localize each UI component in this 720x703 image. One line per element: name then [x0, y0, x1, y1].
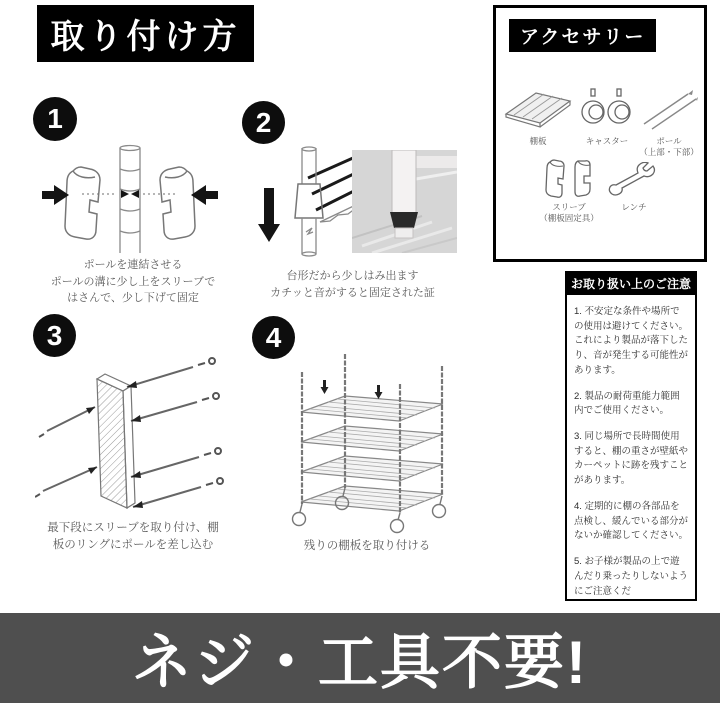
precautions-list: [567, 295, 695, 599]
step-1-number: 1: [33, 97, 77, 141]
precaution-item-4: 4. 定期的に棚の各部品を点検し、緩んでいる部分がないか確認してください。: [574, 500, 689, 542]
pole-icon: [642, 88, 698, 130]
step-3-caption: [22, 520, 244, 555]
accessory-label-sleeve: [534, 202, 604, 225]
accessory-label-sleeve-name: スリーブ: [552, 202, 586, 212]
precaution-item-5: 5. お子様が製品の上で遊んだり乗ったりしないようにご注意くだ: [574, 556, 689, 597]
step-1-caption-line-1: ポールを連結させる: [83, 259, 183, 271]
shelf-board-icon: [504, 90, 572, 130]
accessory-label-wrench: レンチ: [621, 202, 647, 212]
accessory-label-caster: キャスター: [585, 136, 629, 146]
step-2-illustration-sleeve-lock: [250, 146, 362, 261]
precautions-title: お取り扱い上のご注意: [567, 273, 695, 295]
step-1-illustration-pole-sleeves: [40, 144, 220, 255]
step-1-caption-line-3: はさんで、少し下げて固定: [67, 292, 199, 304]
step-3-number: 3: [33, 314, 76, 357]
step-2-number: 2: [242, 101, 285, 144]
step-4-caption: [262, 538, 472, 555]
step-1-caption-line-2: ポールの溝に少し上をスリーブで: [50, 275, 216, 288]
caster-icon: [580, 88, 634, 130]
step-4-number: 4: [252, 316, 295, 359]
accessories-panel: [493, 5, 707, 262]
accessories-title: アクセサリー: [509, 19, 656, 52]
accessory-label-shelf: 棚板: [529, 136, 547, 146]
step-4-caption-line-1: 残りの棚板を取り付ける: [303, 540, 431, 552]
step-3-caption-line-2: 板のリングにポールを差し込む: [52, 539, 214, 552]
wrench-icon: [608, 162, 660, 196]
precaution-item-1: 1. 不安定な条件や場所での使用は避けてください。これにより製品が落下したり、音が発生する可能性があります。: [574, 306, 689, 376]
page-title: 取り付け方: [37, 5, 254, 62]
step-1-caption: [28, 257, 238, 307]
step-2-photo-sleeve-closeup: [352, 150, 457, 253]
step-2-caption-line-2: カチッと音がすると固定された証: [270, 286, 435, 299]
step-3-caption-line-1: 最下段にスリーブを取り付け、棚: [47, 522, 219, 534]
precaution-item-2: 2. 製品の耐荷重能力範囲内でご使用ください。: [574, 390, 680, 417]
precaution-item-3: 3. 同じ場所で長時間使用すると、棚の重さが壁紙やカーペットに跡を残すことがあります。: [574, 431, 689, 487]
step-2-caption-line-1: 台形だから少しはみ出ます: [286, 270, 419, 282]
accessory-label-pole-name: ポール: [656, 136, 682, 146]
sleeve-icon: [544, 158, 596, 200]
accessory-label-pole: [638, 136, 700, 159]
step-3-illustration-bottom-shelf: [35, 357, 235, 519]
precautions-panel: [565, 271, 697, 601]
accessory-label-sleeve-sub: （棚板固定具）: [539, 213, 599, 224]
step-4-illustration-full-rack: [255, 352, 460, 534]
step-2-caption: [240, 268, 465, 301]
no-tools-banner: ネジ・工具不要!: [0, 613, 720, 703]
accessory-label-pole-sub: （上部・下部）: [639, 147, 699, 158]
